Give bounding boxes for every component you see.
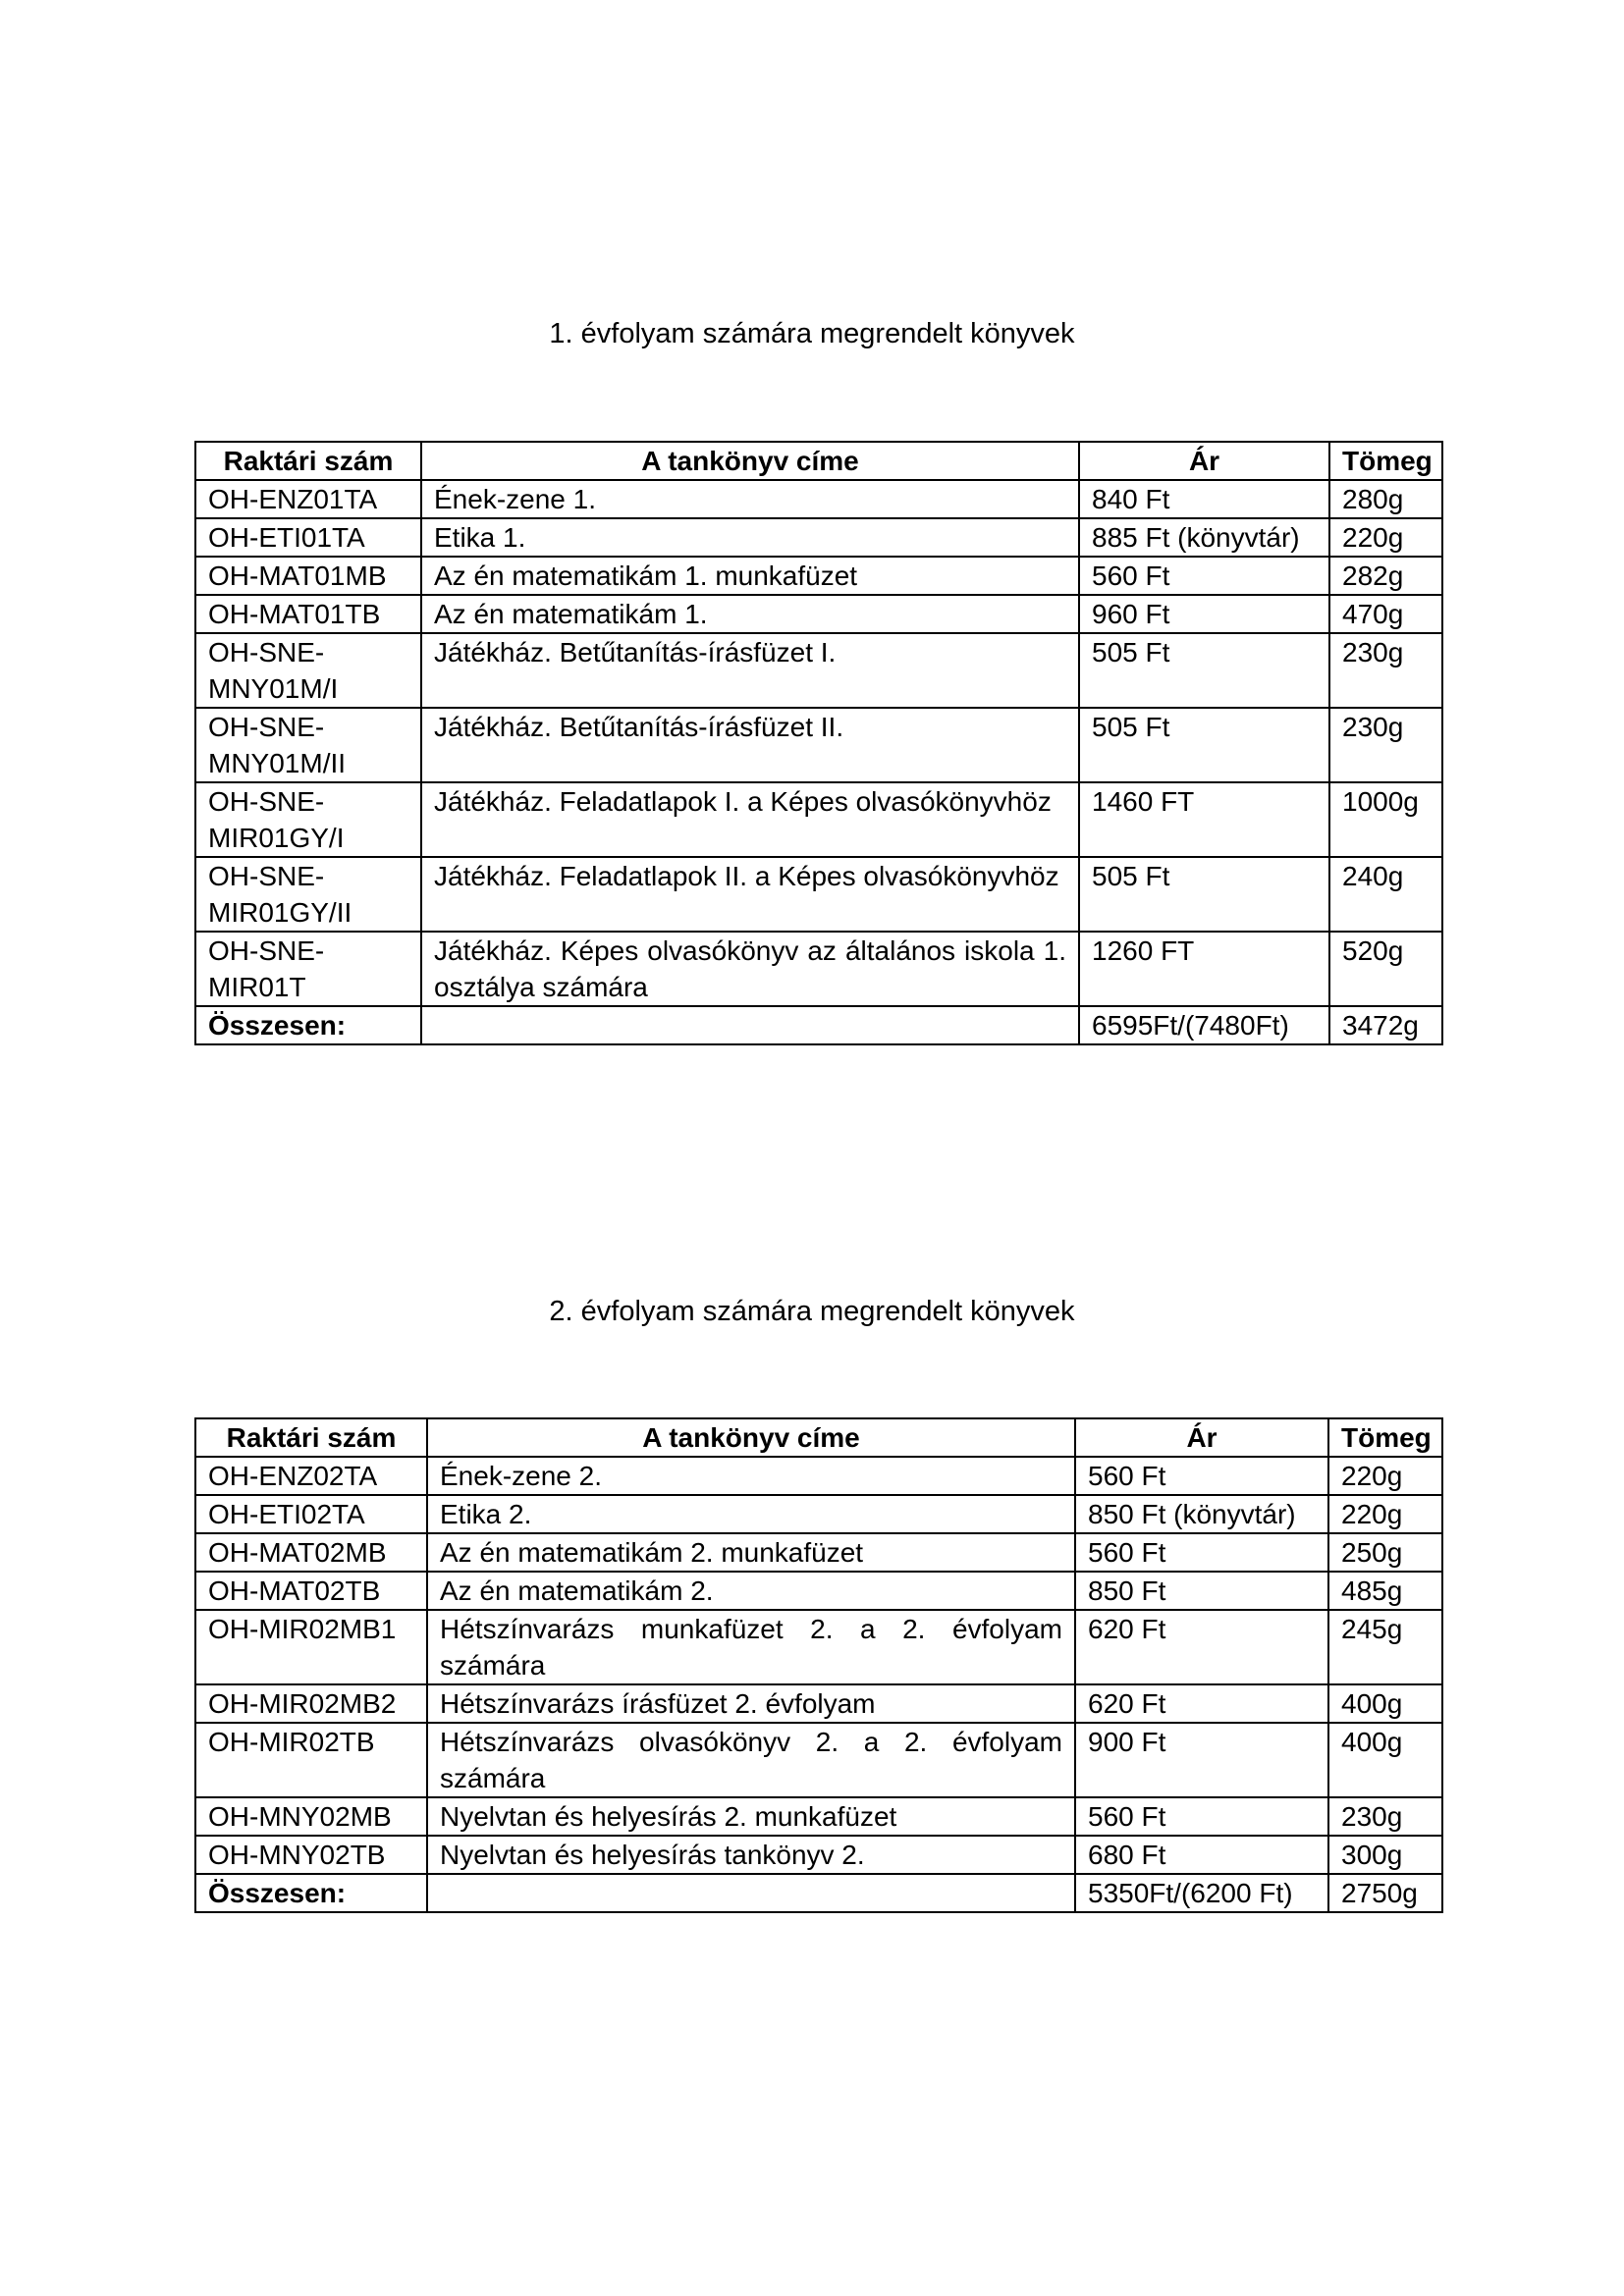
book-weight: 400g bbox=[1328, 1723, 1442, 1797]
header-title: A tankönyv címe bbox=[421, 442, 1079, 480]
table-row bbox=[195, 480, 1442, 518]
table-row bbox=[195, 1457, 1442, 1495]
table-body bbox=[195, 480, 1442, 1044]
book-weight: 230g bbox=[1328, 1797, 1442, 1836]
total-empty-cell bbox=[421, 1006, 1079, 1044]
table-row bbox=[195, 557, 1442, 595]
table-row bbox=[195, 1610, 1442, 1684]
book-weight: 220g bbox=[1328, 1457, 1442, 1495]
total-row bbox=[195, 1874, 1442, 1912]
table-row bbox=[195, 1797, 1442, 1836]
table-row bbox=[195, 857, 1442, 932]
book-title: Hétszínvarázs munkafüzet 2. a 2. évfolyam számára bbox=[427, 1610, 1075, 1684]
total-label: Összesen: bbox=[195, 1874, 427, 1912]
header-price: Ár bbox=[1075, 1418, 1328, 1457]
stock-number: OH-MIR02MB2 bbox=[195, 1684, 427, 1723]
stock-number-line: MIR01T bbox=[208, 972, 306, 1002]
stock-number-line: OH-SNE- bbox=[208, 935, 325, 966]
table-row bbox=[195, 1572, 1442, 1610]
book-price: 560 Ft bbox=[1075, 1533, 1328, 1572]
section-title-grade-1: 1. évfolyam számára megrendelt könyvek bbox=[549, 318, 1075, 349]
total-weight: 2750g bbox=[1328, 1874, 1442, 1912]
stock-number: OH-MNY02MB bbox=[195, 1797, 427, 1836]
stock-number: OH-ENZ01TA bbox=[195, 480, 421, 518]
total-empty-cell bbox=[427, 1874, 1075, 1912]
book-weight: 280g bbox=[1329, 480, 1442, 518]
table-header-row bbox=[195, 442, 1442, 480]
book-price: 560 Ft bbox=[1079, 557, 1329, 595]
book-weight: 250g bbox=[1328, 1533, 1442, 1572]
book-weight: 470g bbox=[1329, 595, 1442, 633]
stock-number bbox=[195, 708, 421, 782]
stock-number: OH-MIR02TB bbox=[195, 1723, 427, 1797]
stock-number bbox=[195, 857, 421, 932]
book-title: Hétszínvarázs írásfüzet 2. évfolyam bbox=[427, 1684, 1075, 1723]
header-code: Raktári szám bbox=[195, 442, 421, 480]
book-price: 620 Ft bbox=[1075, 1684, 1328, 1723]
stock-number: OH-ETI02TA bbox=[195, 1495, 427, 1533]
book-title: Játékház. Betűtanítás-írásfüzet II. bbox=[421, 708, 1079, 782]
stock-number bbox=[195, 633, 421, 708]
total-price: 5350Ft/(6200 Ft) bbox=[1075, 1874, 1328, 1912]
book-price: 505 Ft bbox=[1079, 857, 1329, 932]
table-row bbox=[195, 1684, 1442, 1723]
books-table-grade-2 bbox=[194, 1417, 1443, 1913]
book-weight: 485g bbox=[1328, 1572, 1442, 1610]
table-body bbox=[195, 1457, 1442, 1912]
section-title-grade-2: 2. évfolyam számára megrendelt könyvek bbox=[549, 1296, 1075, 1327]
book-title: Játékház. Feladatlapok I. a Képes olvasókönyvhöz bbox=[421, 782, 1079, 857]
book-title: Az én matematikám 1. bbox=[421, 595, 1079, 633]
book-title: Játékház. Betűtanítás-írásfüzet I. bbox=[421, 633, 1079, 708]
total-row bbox=[195, 1006, 1442, 1044]
book-weight: 520g bbox=[1329, 932, 1442, 1006]
book-price: 505 Ft bbox=[1079, 633, 1329, 708]
table-row bbox=[195, 1836, 1442, 1874]
book-price: 840 Ft bbox=[1079, 480, 1329, 518]
book-weight: 282g bbox=[1329, 557, 1442, 595]
stock-number: OH-ETI01TA bbox=[195, 518, 421, 557]
book-title: Hétszínvarázs olvasókönyv 2. a 2. évfolyam számára bbox=[427, 1723, 1075, 1797]
book-title: Nyelvtan és helyesírás 2. munkafüzet bbox=[427, 1797, 1075, 1836]
stock-number: OH-MAT02MB bbox=[195, 1533, 427, 1572]
book-weight: 230g bbox=[1329, 708, 1442, 782]
stock-number: OH-ENZ02TA bbox=[195, 1457, 427, 1495]
table-row bbox=[195, 518, 1442, 557]
book-price: 960 Ft bbox=[1079, 595, 1329, 633]
stock-number: OH-MNY02TB bbox=[195, 1836, 427, 1874]
table-row bbox=[195, 1533, 1442, 1572]
stock-number-line: MNY01M/I bbox=[208, 673, 339, 704]
book-title: Játékház. Képes olvasókönyv az általános iskola 1. osztálya számára bbox=[421, 932, 1079, 1006]
stock-number: OH-MIR02MB1 bbox=[195, 1610, 427, 1684]
book-weight: 1000g bbox=[1329, 782, 1442, 857]
book-title: Játékház. Feladatlapok II. a Képes olvasókönyvhöz bbox=[421, 857, 1079, 932]
header-code: Raktári szám bbox=[195, 1418, 427, 1457]
header-price: Ár bbox=[1079, 442, 1329, 480]
total-label: Összesen: bbox=[195, 1006, 421, 1044]
book-price: 1260 FT bbox=[1079, 932, 1329, 1006]
stock-number: OH-MAT01TB bbox=[195, 595, 421, 633]
book-price: 680 Ft bbox=[1075, 1836, 1328, 1874]
book-price: 850 Ft bbox=[1075, 1572, 1328, 1610]
book-title: Nyelvtan és helyesírás tankönyv 2. bbox=[427, 1836, 1075, 1874]
book-title: Etika 2. bbox=[427, 1495, 1075, 1533]
stock-number bbox=[195, 932, 421, 1006]
stock-number-line: OH-SNE- bbox=[208, 712, 325, 742]
header-title: A tankönyv címe bbox=[427, 1418, 1075, 1457]
table-row bbox=[195, 708, 1442, 782]
stock-number: OH-MAT02TB bbox=[195, 1572, 427, 1610]
stock-number-line: MNY01M/II bbox=[208, 748, 347, 778]
book-title: Az én matematikám 2. bbox=[427, 1572, 1075, 1610]
book-weight: 300g bbox=[1328, 1836, 1442, 1874]
table-row bbox=[195, 1495, 1442, 1533]
book-price: 1460 FT bbox=[1079, 782, 1329, 857]
book-price: 560 Ft bbox=[1075, 1797, 1328, 1836]
table-row bbox=[195, 1723, 1442, 1797]
books-table-grade-1 bbox=[194, 441, 1443, 1045]
book-price: 505 Ft bbox=[1079, 708, 1329, 782]
book-price: 560 Ft bbox=[1075, 1457, 1328, 1495]
table-row bbox=[195, 932, 1442, 1006]
book-price: 850 Ft (könyvtár) bbox=[1075, 1495, 1328, 1533]
book-title: Etika 1. bbox=[421, 518, 1079, 557]
book-title: Ének-zene 2. bbox=[427, 1457, 1075, 1495]
total-price: 6595Ft/(7480Ft) bbox=[1079, 1006, 1329, 1044]
table-header-row bbox=[195, 1418, 1442, 1457]
total-weight: 3472g bbox=[1329, 1006, 1442, 1044]
book-title: Ének-zene 1. bbox=[421, 480, 1079, 518]
stock-number: OH-MAT01MB bbox=[195, 557, 421, 595]
stock-number-line: MIR01GY/II bbox=[208, 897, 352, 928]
stock-number-line: OH-SNE- bbox=[208, 861, 325, 891]
table-row bbox=[195, 633, 1442, 708]
header-weight: Tömeg bbox=[1328, 1418, 1442, 1457]
book-weight: 230g bbox=[1329, 633, 1442, 708]
book-price: 885 Ft (könyvtár) bbox=[1079, 518, 1329, 557]
stock-number bbox=[195, 782, 421, 857]
book-price: 620 Ft bbox=[1075, 1610, 1328, 1684]
book-title: Az én matematikám 1. munkafüzet bbox=[421, 557, 1079, 595]
stock-number-line: OH-SNE- bbox=[208, 786, 325, 817]
book-weight: 220g bbox=[1328, 1495, 1442, 1533]
book-weight: 220g bbox=[1329, 518, 1442, 557]
book-weight: 400g bbox=[1328, 1684, 1442, 1723]
header-weight: Tömeg bbox=[1329, 442, 1442, 480]
book-weight: 245g bbox=[1328, 1610, 1442, 1684]
book-weight: 240g bbox=[1329, 857, 1442, 932]
book-title: Az én matematikám 2. munkafüzet bbox=[427, 1533, 1075, 1572]
table-row bbox=[195, 595, 1442, 633]
book-price: 900 Ft bbox=[1075, 1723, 1328, 1797]
stock-number-line: MIR01GY/I bbox=[208, 823, 345, 853]
stock-number-line: OH-SNE- bbox=[208, 637, 325, 667]
table-row bbox=[195, 782, 1442, 857]
